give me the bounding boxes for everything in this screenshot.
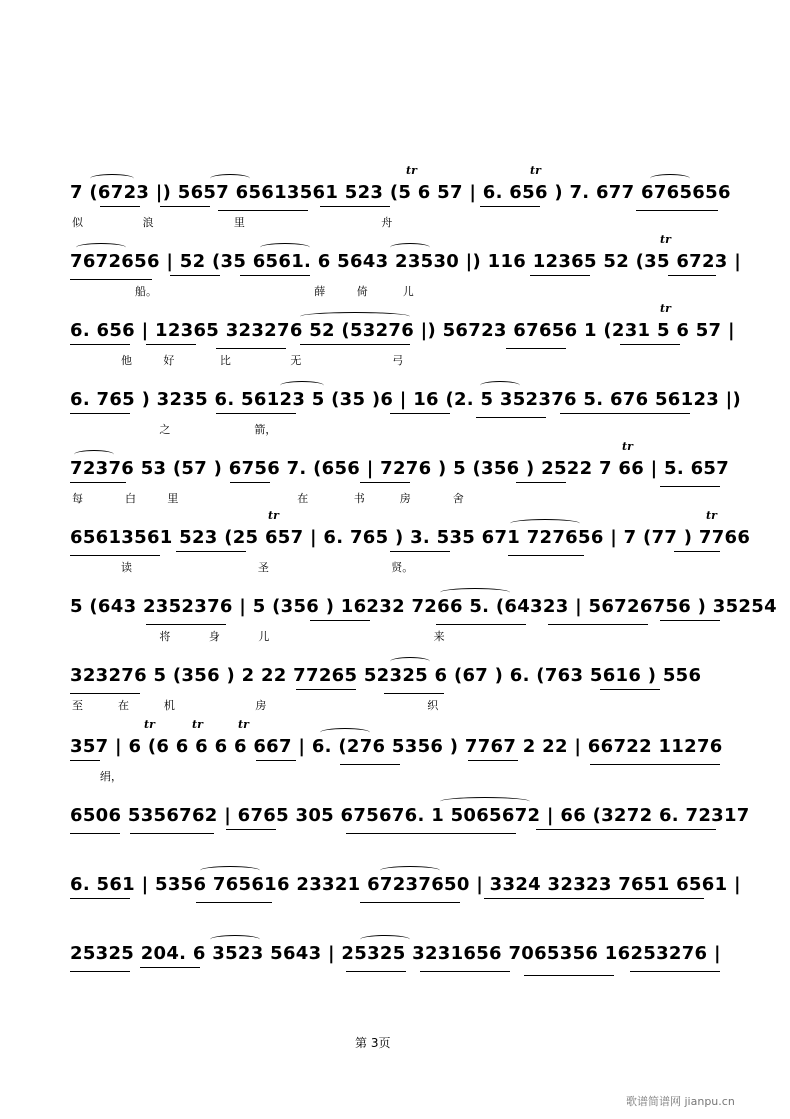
underline xyxy=(484,898,704,899)
score-row-5 xyxy=(60,440,730,514)
underline xyxy=(660,620,720,621)
notation-line: 5 (643 2352376 | 5 (356 ) 16232 7266 5. (64323 | 56726756 ) 35254 xyxy=(70,596,777,617)
underline xyxy=(70,760,100,761)
trill-mark: tr xyxy=(192,718,203,731)
underline xyxy=(560,413,690,414)
score-row-8 xyxy=(60,665,730,721)
lyrics-line: 他 好 比 无 弓 xyxy=(72,354,404,367)
score-row-6 xyxy=(60,509,751,583)
trill-mark: tr xyxy=(622,440,633,453)
underline xyxy=(160,206,210,207)
underline xyxy=(70,833,120,834)
underline xyxy=(620,344,680,345)
notation-line: 6. 561 | 5356 765616 23321 67237650 | 3324 32323 7651 6561 | xyxy=(70,874,741,895)
trill-mark: tr xyxy=(406,164,417,177)
trill-mark: tr xyxy=(268,509,279,522)
underline xyxy=(340,764,400,765)
notation-line: 7672656 | 52 (35 6561. 6 5643 23530 |) 116 12365 52 (35 6723 | xyxy=(70,251,742,272)
underline xyxy=(346,971,406,972)
score-row-3 xyxy=(60,302,735,376)
underline xyxy=(256,760,296,761)
trill-mark: tr xyxy=(144,718,155,731)
underline xyxy=(296,689,356,690)
lyrics-line: 似 浪 里 舟 xyxy=(72,216,393,229)
underline xyxy=(600,689,660,690)
lyrics-line: 读 圣 贤。 xyxy=(72,561,414,574)
underline xyxy=(146,344,196,345)
underline xyxy=(70,898,130,899)
underline xyxy=(70,482,126,483)
underline xyxy=(130,833,214,834)
underline xyxy=(216,348,286,349)
underline xyxy=(216,413,296,414)
score-row-2 xyxy=(60,233,742,307)
trill-mark: tr xyxy=(238,718,249,731)
underline xyxy=(384,693,444,694)
underline xyxy=(70,279,152,280)
underline xyxy=(170,275,220,276)
underline xyxy=(346,833,516,834)
score-row-9 xyxy=(60,718,730,792)
underline xyxy=(524,975,614,976)
notation-line: 6506 5356762 | 6765 305 675676. 1 5065672 | 66 (3272 6. 72317 xyxy=(70,805,750,826)
underline xyxy=(320,206,390,207)
lyrics-line: 绢， xyxy=(72,770,122,783)
notation-line: 357 | 6 (6 6 6 6 6 667 | 6. (276 5356 ) 7767 2 22 | 66722 11276 xyxy=(70,736,723,757)
page-number: 第 3页 xyxy=(355,1036,391,1050)
score-row-1 xyxy=(60,164,731,238)
site-watermark: 歌谱简谱网 jianpu.cn xyxy=(626,1095,735,1108)
underline xyxy=(660,486,720,487)
notation-line: 72376 53 (57 ) 6756 7. (656 | 7276 ) 5 (356 ) 2522 7 66 | 5. 657 xyxy=(70,458,730,479)
notation-line: 7 (6723 |) 5657 65613561 523 (5 6 57 | 6. 656 ) 7. 677 6765656 xyxy=(70,182,731,203)
underline xyxy=(100,206,140,207)
underline xyxy=(140,967,200,968)
score-row-11 xyxy=(60,874,741,930)
score-row-12 xyxy=(60,943,730,999)
underline xyxy=(468,760,518,761)
underline xyxy=(476,417,546,418)
lyrics-line: 至 在 机 房 织 xyxy=(72,699,439,712)
underline xyxy=(70,413,130,414)
trill-mark: tr xyxy=(660,302,671,315)
underline xyxy=(516,482,566,483)
underline xyxy=(360,902,460,903)
notation-line: 6. 656 | 12365 323276 52 (53276 |) 56723 67656 1 (231 5 6 57 | xyxy=(70,320,735,341)
underline xyxy=(240,275,310,276)
underline xyxy=(630,971,720,972)
underline xyxy=(70,971,130,972)
underline xyxy=(674,551,720,552)
score-row-7 xyxy=(60,596,777,652)
underline xyxy=(508,555,584,556)
underline xyxy=(70,555,160,556)
underline xyxy=(668,275,716,276)
underline xyxy=(310,620,370,621)
underline xyxy=(480,206,540,207)
notation-line: 6. 765 ) 3235 6. 56123 5 (35 )6 | 16 (2. 5 352376 5. 676 56123 |) xyxy=(70,389,742,410)
underline xyxy=(548,624,648,625)
score-row-10 xyxy=(60,805,750,861)
underline xyxy=(226,829,276,830)
underline xyxy=(420,971,510,972)
lyrics-line: 之 箭， xyxy=(72,423,277,436)
lyrics-line: 每 白 里 在 书 房 舍 xyxy=(72,492,464,505)
trill-mark: tr xyxy=(530,164,541,177)
underline xyxy=(218,210,308,211)
underline xyxy=(390,413,450,414)
underline xyxy=(70,344,130,345)
notation-line: 25325 204. 6 3523 5643 | 25325 3231656 7065356 16253276 | xyxy=(70,943,721,964)
lyrics-line: 船。 薛 倚 儿 xyxy=(72,285,414,298)
trill-mark: tr xyxy=(706,509,717,522)
underline xyxy=(636,210,718,211)
notation-line: 323276 5 (356 ) 2 22 77265 52325 6 (67 ) 6. (763 5616 ) 556 xyxy=(70,665,702,686)
notation-line: 65613561 523 (25 657 | 6. 765 ) 3. 535 671 727656 | 7 (77 ) 7766 xyxy=(70,527,751,548)
underline xyxy=(146,624,226,625)
underline xyxy=(530,275,590,276)
lyrics-line: 将 身 儿 来 xyxy=(72,630,445,643)
underline xyxy=(176,551,246,552)
underline xyxy=(196,902,272,903)
underline xyxy=(436,624,526,625)
underline xyxy=(360,482,410,483)
underline xyxy=(230,482,270,483)
underline xyxy=(390,551,450,552)
score-row-4 xyxy=(60,389,742,445)
trill-mark: tr xyxy=(660,233,671,246)
underline xyxy=(300,344,410,345)
underline xyxy=(70,693,140,694)
underline xyxy=(590,764,720,765)
underline xyxy=(536,829,716,830)
underline xyxy=(506,348,566,349)
